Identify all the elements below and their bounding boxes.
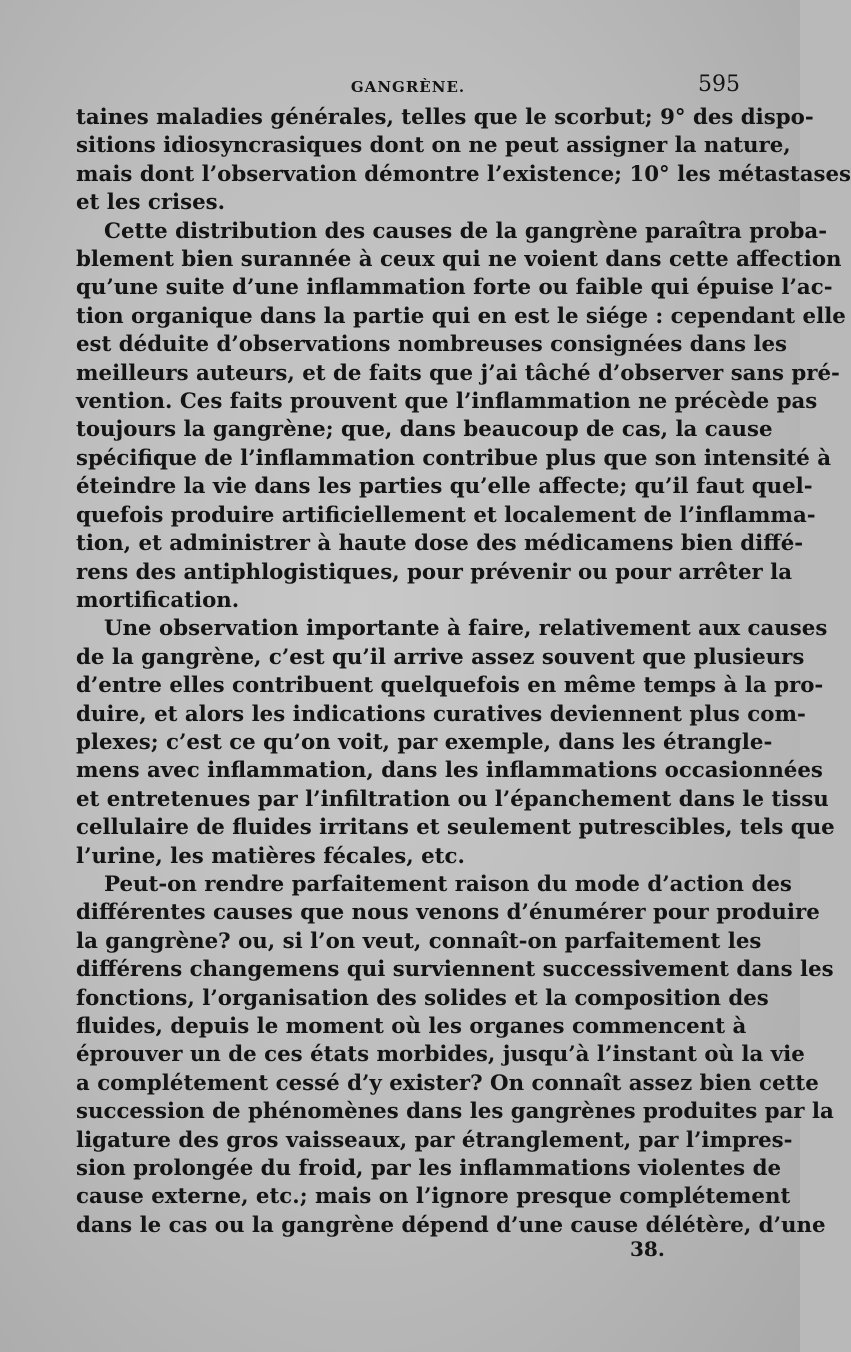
text-line: l’urine, les matières fécales, etc. [76, 843, 465, 869]
text-line: ligature des gros vaisseaux, par étranglement, par l’impres- [76, 1127, 793, 1153]
text-line: éprouver un de ces états morbides, jusqu’à l’instant où la vie [76, 1042, 805, 1068]
text-line: d’entre elles contribuent quelquefois en même temps à la pro- [76, 673, 824, 699]
text-line: quefois produire artificiellement et localement de l’inflamma- [76, 502, 816, 528]
text-line: éteindre la vie dans les parties qu’elle affecte; qu’il faut quel- [76, 474, 813, 500]
text-line: Une observation importante à faire, relativement aux causes [104, 616, 828, 642]
paragraph [76, 104, 851, 218]
text-line: vention. Ces faits prouvent que l’inflammation ne précède pas [76, 389, 818, 415]
text-line: Peut-on rendre parfaitement raison du mode d’action des [104, 871, 792, 897]
text-line: tion organique dans la partie qui en est le siége : cependant elle [76, 303, 846, 329]
text-line: est déduite d’observations nombreuses consignées dans les [76, 332, 787, 358]
signature-mark: 38. [630, 1237, 665, 1261]
text-line: fluides, depuis le moment où les organes commencent à [76, 1014, 747, 1039]
text-line: mortification. [76, 587, 240, 613]
paragraph [76, 871, 834, 1240]
text-line: rens des antiphlogistiques, pour prévenir ou pour arrêter la [76, 559, 793, 585]
page-number: 595 [698, 72, 740, 97]
text-line: meilleurs auteurs, et de faits que j’ai tâché d’observer sans pré- [76, 360, 840, 386]
text-line: dans le cas ou la gangrène dépend d’une cause délétère, d’une [76, 1212, 826, 1238]
text-line: Cette distribution des causes de la gangrène paraîtra proba- [104, 218, 828, 244]
text-line: différentes causes que nous venons d’énumérer pour produire [76, 900, 820, 926]
text-line: qu’une suite d’une inflammation forte ou faible qui épuise l’ac- [76, 275, 833, 301]
text-line: duire, et alors les indications curatives deviennent plus com- [76, 701, 806, 727]
text-line: toujours la gangrène; que, dans beaucoup de cas, la cause [76, 417, 773, 443]
text-line: de la gangrène, c’est qu’il arrive assez souvent que plusieurs [76, 644, 805, 670]
running-title: GANGRÈNE. [350, 78, 466, 96]
text-line: et entretenues par l’infiltration ou l’épanchement dans le tissu [76, 786, 829, 812]
text-line: et les crises. [76, 190, 226, 216]
text-line: a complétement cessé d’y exister? On connaît assez bien cette [76, 1070, 819, 1096]
text-line: la gangrène? ou, si l’on veut, connaît-on parfaitement les [76, 928, 762, 954]
running-head [76, 72, 740, 102]
text-line: mens avec inflammation, dans les inflammations occasionnées [76, 758, 823, 784]
text-line: cellulaire de fluides irritans et seulement putrescibles, tels que [76, 815, 835, 841]
text-line: sitions idiosyncrasiques dont on ne peut assigner la nature, [76, 133, 791, 159]
body-text [76, 104, 851, 1240]
text-line: mais dont l’observation démontre l’existence; 10° les métastases [76, 161, 851, 187]
text-line: sion prolongée du froid, par les inflammations violentes de [76, 1156, 782, 1182]
text-line: spécifique de l’inflammation contribue plus que son intensité à [76, 445, 831, 471]
text-line: tion, et administrer à haute dose des médicamens bien diffé- [76, 531, 804, 557]
text-line: succession de phénomènes dans les gangrènes produites par la [76, 1099, 834, 1125]
text-line: taines maladies générales, telles que le scorbut; 9° des dispo- [76, 105, 814, 130]
paragraph [76, 615, 835, 871]
text-line: différens changemens qui surviennent successivement dans les [76, 957, 834, 983]
text-line: fonctions, l’organisation des solides et la composition des [76, 985, 769, 1011]
text-line: blement bien surannée à ceux qui ne voient dans cette affection [76, 247, 842, 273]
text-line: cause externe, etc.; mais on l’ignore presque complétement [76, 1184, 791, 1210]
paragraph [76, 218, 846, 616]
text-line: plexes; c’est ce qu’on voit, par exemple, dans les étrangle- [76, 729, 773, 755]
